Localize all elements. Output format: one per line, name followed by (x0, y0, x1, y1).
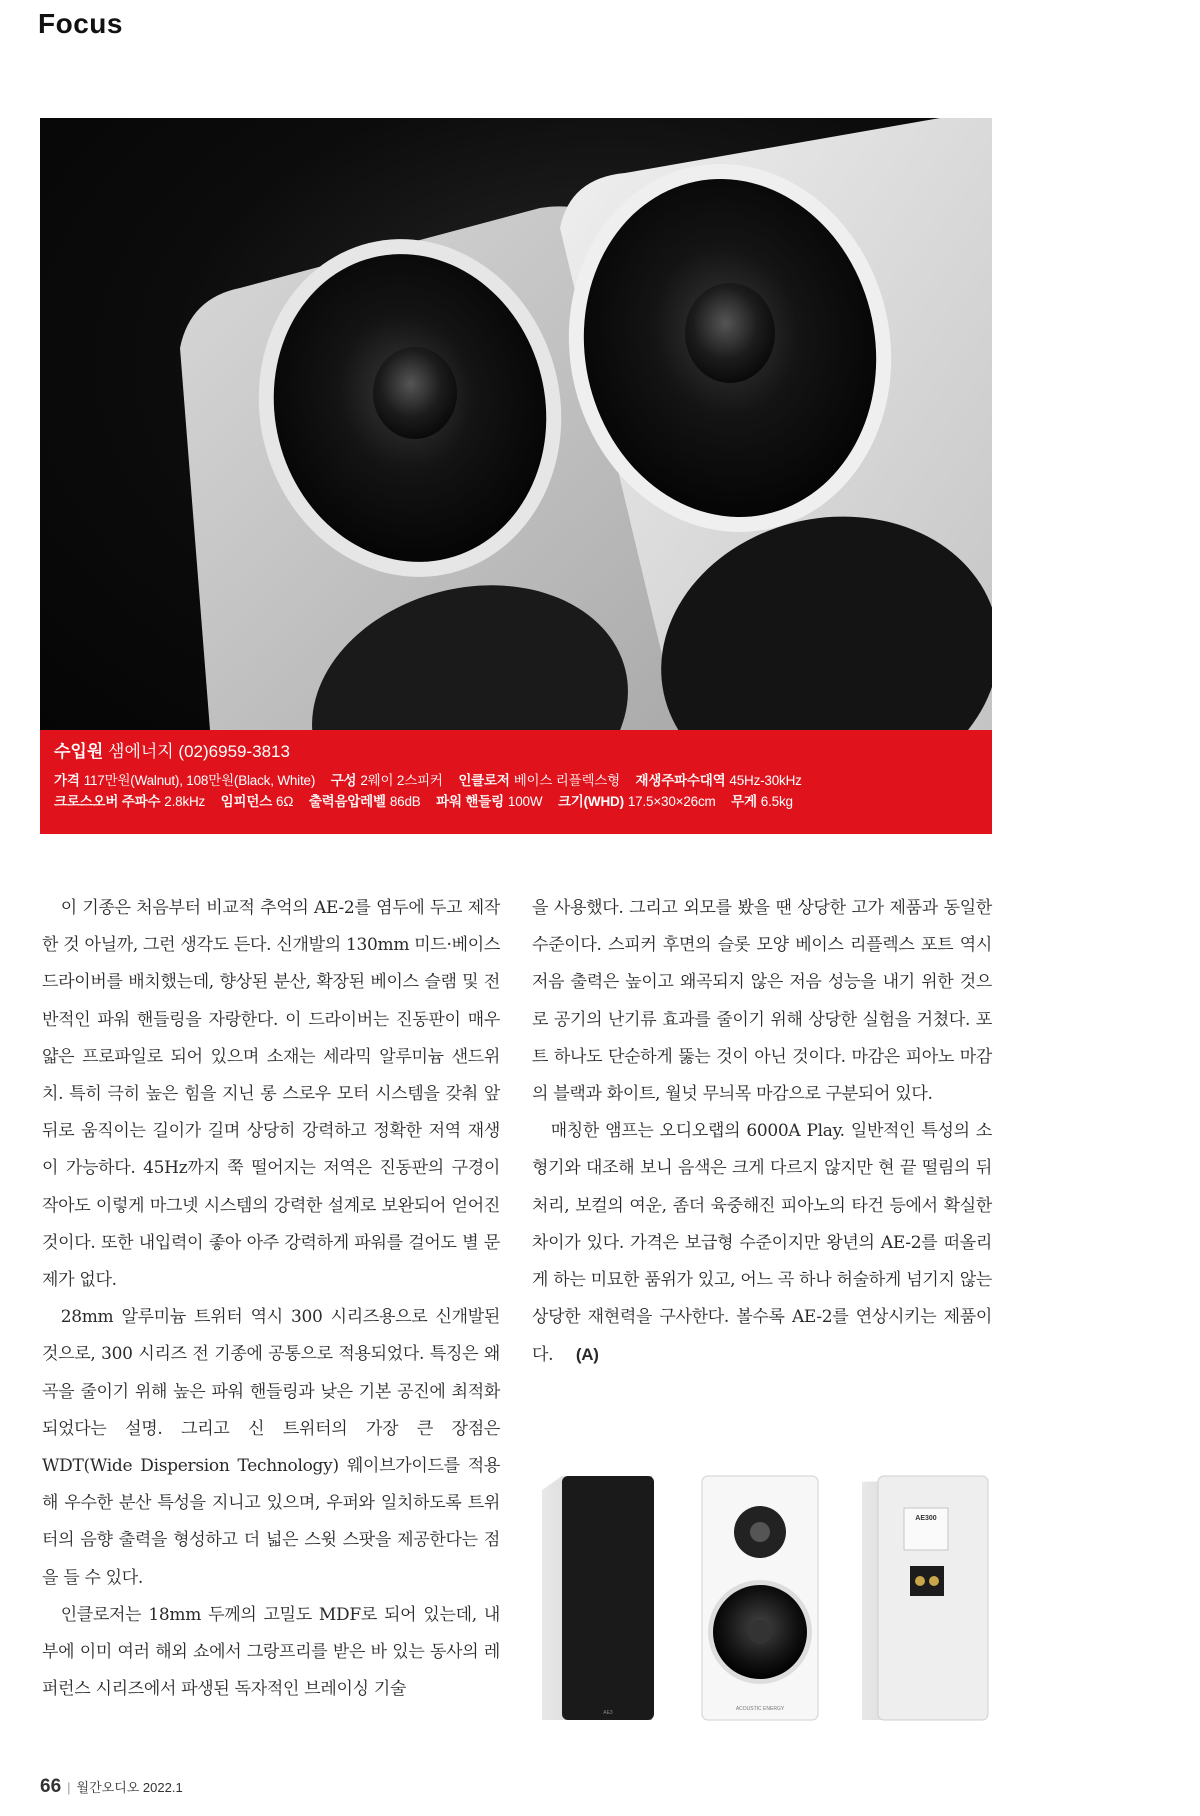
spec-box (40, 730, 992, 834)
spec-crossover: 크로스오버 주파수 2.8kHz (54, 794, 206, 809)
spec-enclosure: 인클로저 베이스 리플렉스형 (458, 773, 620, 788)
magazine-issue: 월간오디오 2022.1 (76, 1780, 183, 1795)
footer-separator: | (67, 1780, 71, 1795)
hero-photo (40, 118, 992, 730)
page-footer (40, 1776, 183, 1798)
article-column-left (42, 890, 500, 1708)
spec-configuration: 구성 2웨이 2스피커 (330, 773, 443, 788)
article-column-right (532, 890, 992, 1375)
section-tag: Focus (38, 8, 123, 39)
importer-label: 수입원 (54, 742, 104, 761)
spec-sensitivity: 출력음압레벨 86dB (308, 794, 421, 809)
spec-importer (54, 740, 980, 764)
spec-power-handling: 파워 핸들링 100W (436, 794, 543, 809)
product-photo (532, 1470, 992, 1740)
page-number: 66 (40, 1776, 62, 1797)
spec-line-1 (54, 770, 980, 791)
speaker-closeup-illustration (40, 118, 992, 730)
article-paragraph-continued: 을 사용했다. 그리고 외모를 봤을 땐 상당한 고가 제품과 동일한 수준이다. 스피커 후면의 슬롯 모양 베이스 리플렉스 포트 역시 저음 출력은 높이고 왜곡되지 않은 저음 성능을 내기 위한 것으로 공기의 난기류 효과를 줄이기 위해 상당한 실험을 거쳤다. 포트 하나도 단순하게 뚫는 것이 아닌 것이다. 마감은 피아노 마감의 블랙과 화이트, 월넛 무늬목 마감으로 구분되어 있다. (532, 898, 992, 1105)
grille-logo: AE3 (603, 1710, 613, 1716)
speaker-three-views-illustration (532, 1470, 992, 1740)
importer-value: 샘에너지 (02)6959-3813 (108, 742, 290, 761)
front-brand: ACOUSTIC ENERGY (735, 1706, 785, 1712)
end-mark-icon: (A) (575, 1345, 599, 1365)
article-paragraph-final (532, 1113, 992, 1374)
spec-size: 크기(WHD) 17.5×30×26cm (557, 794, 716, 809)
spec-price: 가격 117만원(Walnut), 108만원(Black, White) (54, 773, 316, 788)
article-paragraph-text: 매칭한 앰프는 오디오랩의 6000A Play. 일반적인 특성의 소형기와 대조해 보니 음색은 크게 다르지 않지만 현 끝 떨림의 뒤처리, 보컬의 여운, 좀더 육중해진 피아노의 타건 등에서 확실한 차이가 있다. 가격은 보급형 수준이지만 왕년의 AE-2를 떠올리게 하는 미묘한 품위가 있고, 어느 곡 하나 허술하게 넘기지 않는 상당한 재현력을 구사한다. 볼수록 AE-2를 연상시키는 제품이다. (532, 1121, 992, 1366)
spec-weight: 무게 6.5kg (731, 794, 793, 809)
article-paragraph: 이 기종은 처음부터 비교적 추억의 AE-2를 염두에 두고 제작한 것 아닐까, 그런 생각도 든다. 신개발의 130mm 미드·베이스 드라이버를 배치했는데, 향상된 분산, 확장된 베이스 슬램 및 전반적인 파워 핸들링을 자랑한다. 이 드라이버는 진동판이 매우 얇은 프로파일로 되어 있으며 소재는 세라믹 알루미늄 샌드위치. 특히 극히 높은 힘을 지닌 롱 스로우 모터 시스템을 갖춰 앞뒤로 움직이는 길이가 길며 상당히 강력하고 정확한 저역 재생이 가능하다. 45Hz까지 쭉 떨어지는 저역은 진동판의 구경이 작아도 이렇게 마그넷 시스템의 강력한 설계로 보완되어 얻어진 것이다. 또한 내입력이 좋아 아주 강력하게 파워를 걸어도 별 문제가 없다. (42, 898, 500, 1291)
article-paragraph: 28mm 알루미늄 트위터 역시 300 시리즈용으로 신개발된 것으로, 300 시리즈 전 기종에 공통으로 적용되었다. 특징은 왜곡을 줄이기 위해 높은 파워 핸들링과 낮은 기본 공진에 최적화되었다는 설명. 그리고 신 트위터의 가장 큰 장점은 WDT(Wide Dispersion Technology) 웨이브가이드를 적용해 우수한 분산 특성을 지니고 있으며, 우퍼와 일치하도록 트위터의 음향 출력을 형성하고 더 넓은 스윗 스팟을 제공한다는 점을 들 수 있다. (42, 1307, 500, 1588)
article-paragraph: 인클로저는 18mm 두께의 고밀도 MDF로 되어 있는데, 내부에 이미 여러 해외 쇼에서 그랑프리를 받은 바 있는 동사의 레퍼런스 시리즈에서 파생된 독자적인 브레이싱 기술 (42, 1604, 500, 1700)
spec-impedance: 임피던스 6Ω (220, 794, 294, 809)
rear-model-label: AE300 (915, 1515, 937, 1522)
spec-line-2 (54, 791, 980, 812)
spec-frequency-range: 재생주파수대역 45Hz-30kHz (635, 773, 802, 788)
